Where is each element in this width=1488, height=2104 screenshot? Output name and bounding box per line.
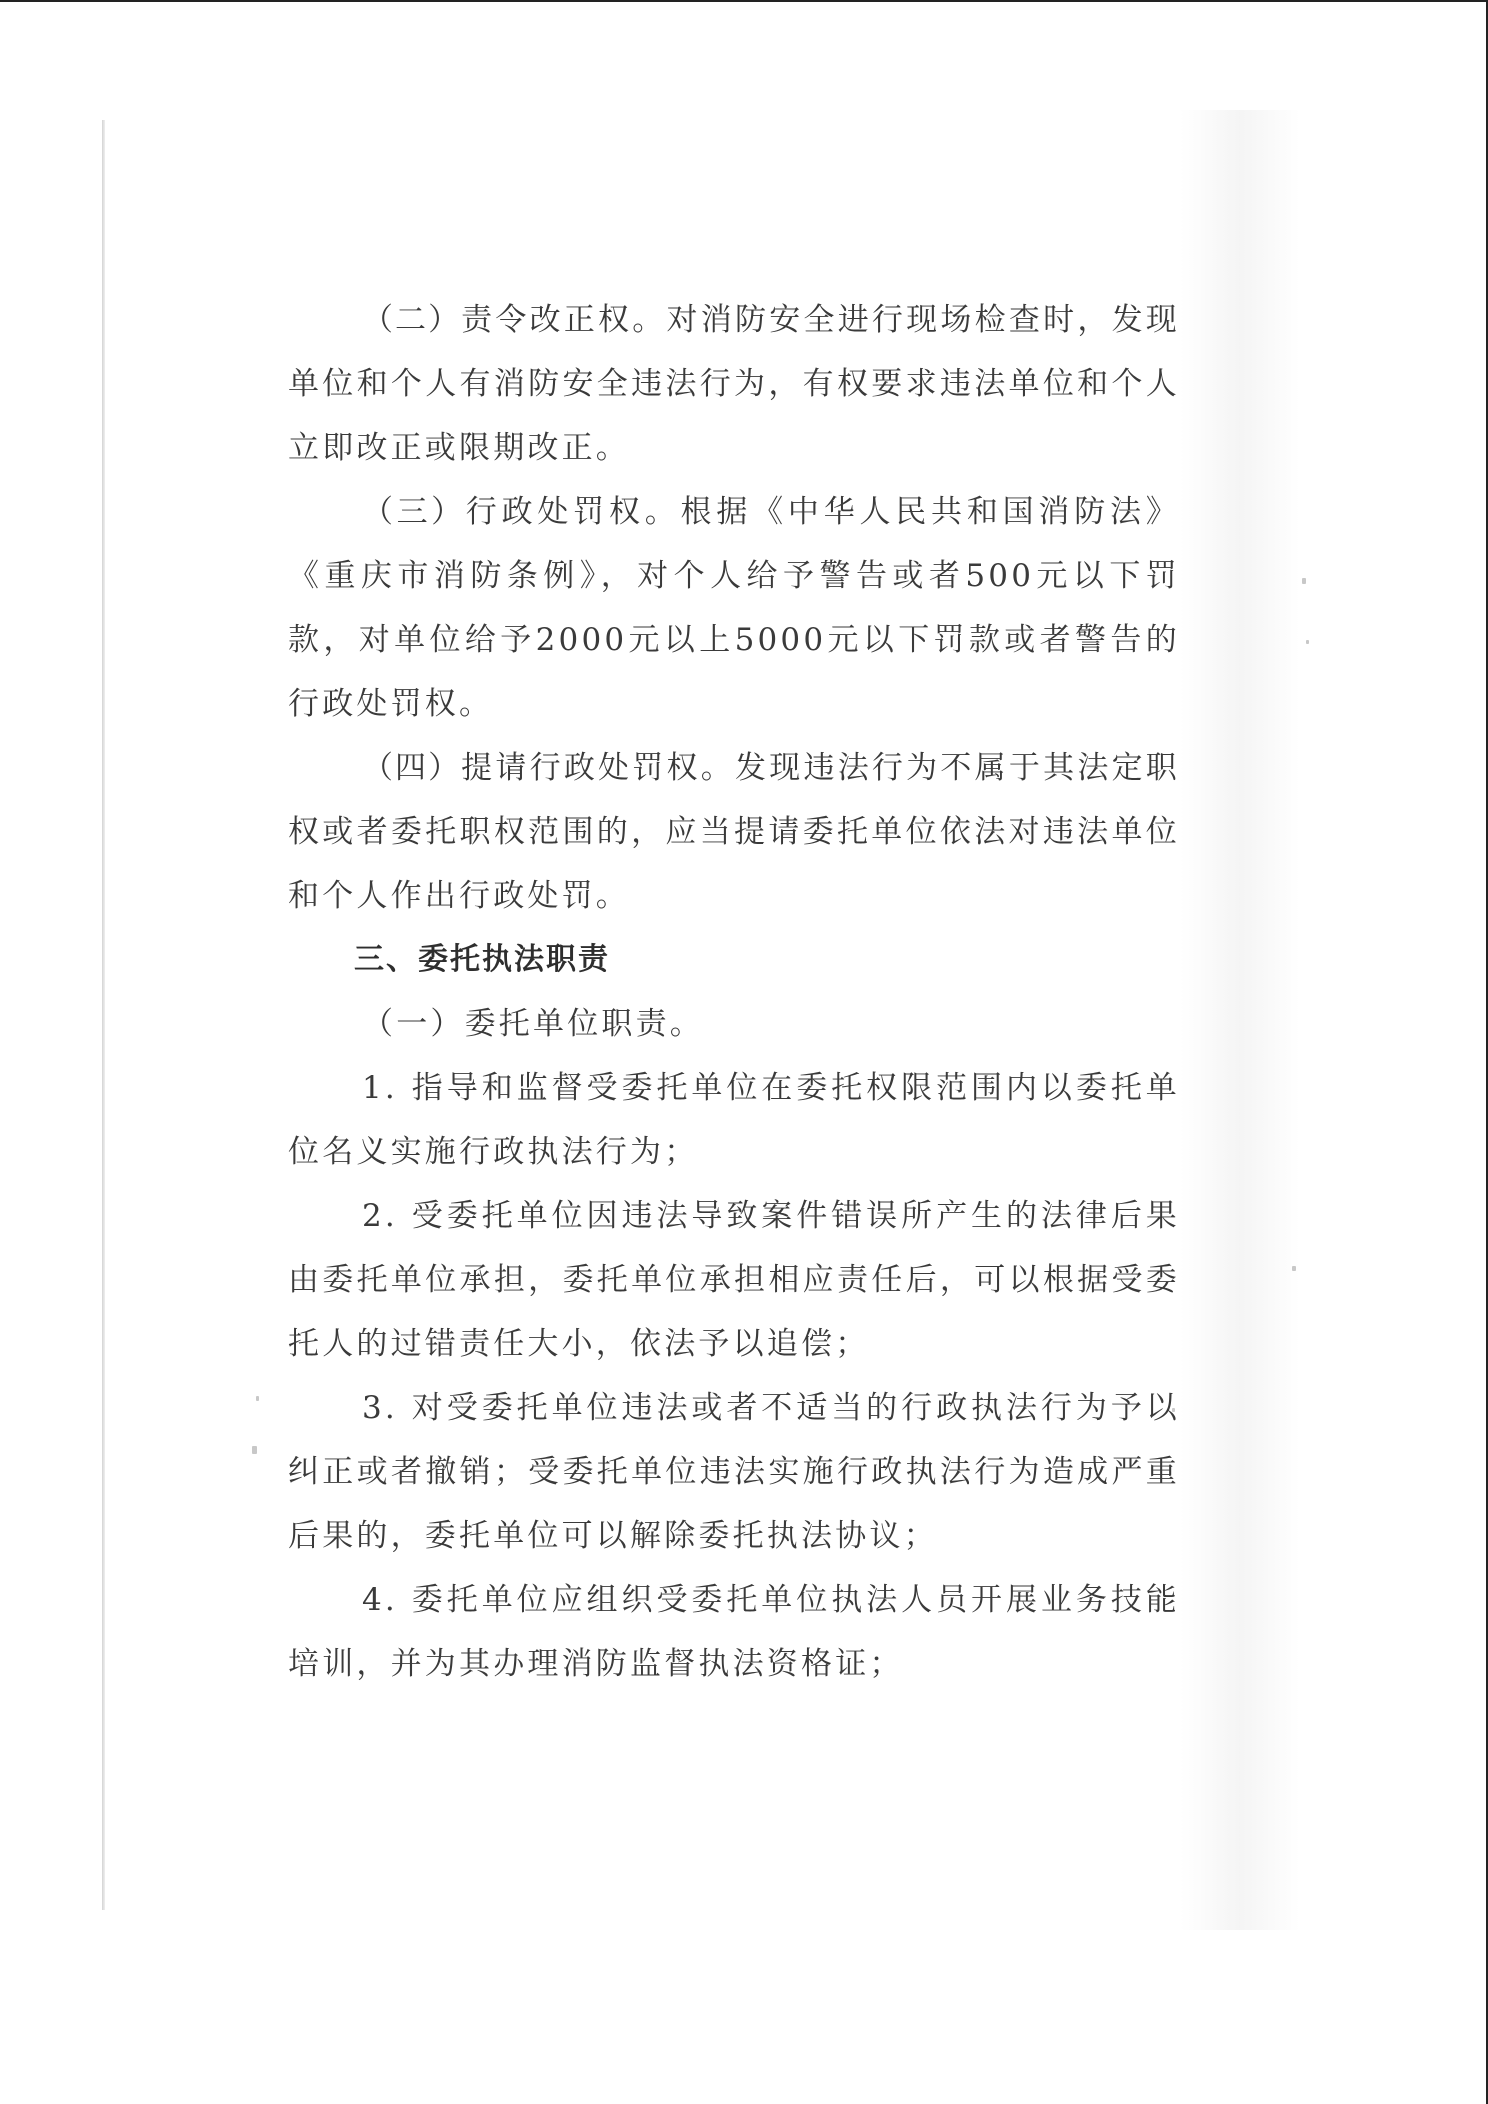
document-body: [288, 288, 1180, 1696]
scan-fold-shadow: [102, 120, 105, 1910]
list-item: 4. 委托单位应组织受委托单位执法人员开展业务技能培训，并为其办理消防监督执法资格证；: [288, 1582, 1180, 1682]
paragraph-text: 提请行政处罚权。发现违法行为不属于其法定职权或者委托职权范围的，应当提请委托单位依法对违法单位和个人作出行政处罚。: [288, 750, 1180, 914]
paragraph-text: 行政处罚权。根据《中华人民共和国消防法》《重庆市消防条例》，对个人给予警告或者500元以下罚款，对单位给予2000元以上5000元以下罚款或者警告的行政处罚权。: [288, 494, 1181, 722]
paragraph-penalty-right: [288, 480, 1180, 736]
scan-speck: [1306, 640, 1309, 644]
paragraph-text: 责令改正权。对消防安全进行现场检查时，发现单位和个人有消防安全违法行为，有权要求违法单位和个人立即改正或限期改正。: [288, 302, 1180, 466]
scan-speck: [1302, 578, 1306, 584]
paragraph-number: （四）: [362, 750, 462, 786]
list-item: 3. 对受委托单位违法或者不适当的行政执法行为予以纠正或者撤销；受委托单位违法实施行政执法行为造成严重后果的，委托单位可以解除委托执法协议；: [288, 1390, 1180, 1554]
scan-shade: [1180, 110, 1300, 1930]
list-item: 2. 受委托单位因违法导致案件错误所产生的法律后果由委托单位承担，委托单位承担相应责任后，可以根据受委托人的过错责任大小，依法予以追偿；: [288, 1198, 1180, 1362]
paragraph-number: （二）: [362, 302, 462, 338]
scan-speck: [1292, 1266, 1296, 1271]
paragraph-correction-right: [288, 288, 1180, 480]
scan-speck: [252, 1446, 257, 1454]
list-item: 1. 指导和监督受委托单位在委托权限范围内以委托单位名义实施行政执法行为；: [288, 1070, 1180, 1170]
scan-speck: [256, 1396, 259, 1401]
scan-border-top: [0, 0, 1488, 2]
subsection-heading: （一）委托单位职责。: [362, 1006, 704, 1042]
section-heading: 三、委托执法职责: [354, 942, 610, 977]
paragraph-request-penalty-right: [288, 736, 1180, 928]
paragraph-number: （三）: [362, 494, 466, 530]
